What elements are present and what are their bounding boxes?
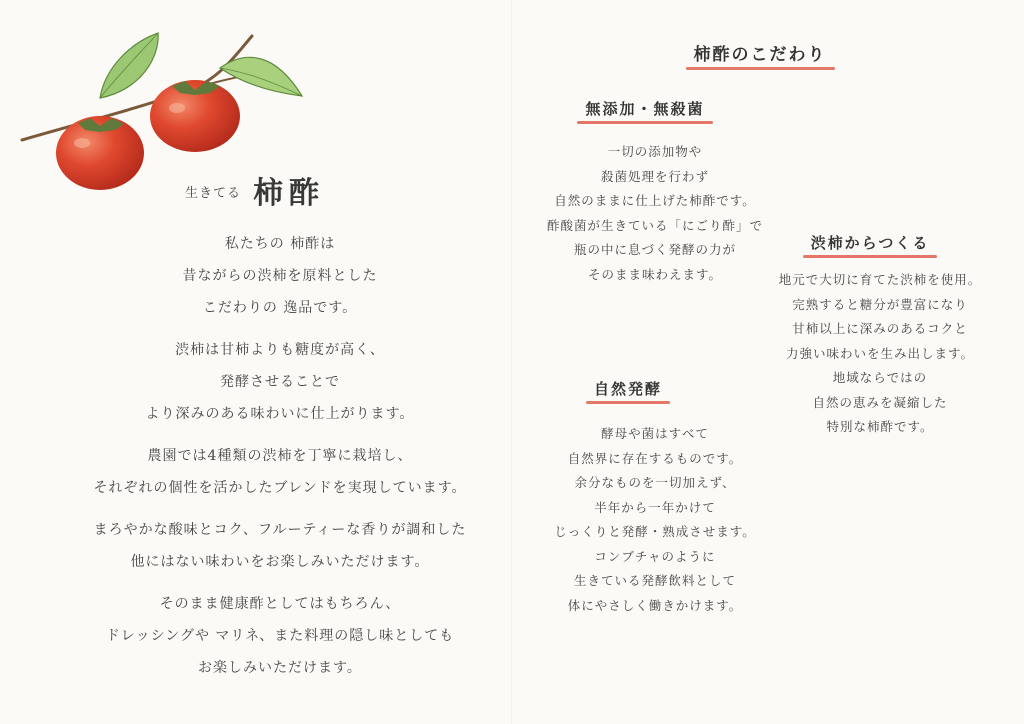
section-line: 甘柿以上に深みのあるコクと (792, 321, 968, 336)
intro-line: 発酵させることで (220, 374, 340, 390)
section-heading-additive-free: 無添加・無殺菌 (581, 98, 708, 124)
section-body-natural-fermentation (525, 422, 785, 618)
intro-line: そのまま健康酢としてはもちろん、 (159, 596, 401, 612)
section-heading-wrap (800, 232, 940, 258)
page-title: 柿酢 (253, 176, 325, 211)
section-line: 自然のままに仕上げた柿酢です。 (554, 193, 756, 208)
intro-line: 私たちの 柿酢は (224, 236, 336, 252)
section-body-astringent-persimmon (760, 268, 1000, 440)
intro-paragraph (80, 334, 480, 430)
section-line: 殺菌処理を行わず (600, 168, 709, 184)
section-line: 体にやさしく働きかけます。 (567, 597, 743, 613)
section-heading-wrap (560, 98, 730, 124)
intro-paragraph (80, 228, 480, 324)
section-line: 地元で大切に育てた渋柿を使用。 (778, 272, 982, 287)
section-body-additive-free (535, 140, 775, 287)
intro-paragraph (80, 588, 480, 684)
section-heading-wrap (568, 378, 688, 404)
intro-line: 昔ながらの渋柿を原料とした (182, 268, 378, 284)
section-line: 自然の恵みを凝縮した (812, 394, 948, 410)
page-fold (511, 0, 513, 724)
section-line: 自然界に存在するものです。 (567, 450, 743, 466)
intro-line: 他にはない味わいをお楽しみいただけます。 (130, 554, 430, 570)
main-heading-wrap (665, 40, 855, 70)
section-line: 完熟すると糖分が豊富になり (792, 296, 968, 312)
section-heading-astringent-persimmon: 渋柿からつくる (807, 232, 934, 258)
intro-line: それぞれの個性を活かしたブレンドを実現しています。 (93, 480, 467, 496)
section-line: 余分なものを一切加えず、 (574, 475, 736, 490)
section-line: 瓶の中に息づく発酵の力が (573, 242, 736, 257)
intro-line: より深みのある味わいに仕上がります。 (145, 406, 415, 422)
section-heading-natural-fermentation: 自然発酵 (590, 378, 666, 404)
intro-paragraph (80, 514, 480, 578)
intro-line: こだわりの 逸品です。 (202, 300, 358, 316)
intro-line: ドレッシングや マリネ、また料理の隠し味としても (105, 628, 455, 644)
intro-line: まろやかな酸味とコク、フルーティーな香りが調和した (93, 522, 467, 538)
section-line: 半年から一年かけて (594, 499, 716, 515)
title-prefix: 生きてる (185, 186, 242, 201)
section-line: 一切の添加物や (607, 144, 703, 159)
section-line: じっくりと発酵・熟成させます。 (554, 524, 756, 539)
section-line: 酵母や菌はすべて (601, 426, 709, 441)
intro-text-block (80, 228, 480, 694)
intro-line: 農園では4種類の渋柿を丁寧に栽培し、 (147, 448, 413, 464)
section-line: そのまま味わえます。 (587, 266, 722, 282)
section-line: 特別な柿酢です。 (826, 419, 934, 434)
section-line: 地域ならではの (832, 370, 928, 385)
section-line: 生きている発酵飲料として (573, 573, 736, 588)
intro-line: お楽しみいただけます。 (198, 660, 362, 676)
section-line: コンブチャのように (594, 548, 716, 564)
section-line: 酢酸菌が生きている「にごり酢」で (546, 217, 763, 233)
intro-paragraph (80, 440, 480, 504)
main-heading: 柿酢のこだわり (690, 40, 831, 70)
section-line: 力強い味わいを生み出します。 (785, 345, 974, 361)
intro-line: 渋柿は甘柿よりも糖度が高く、 (175, 342, 385, 358)
